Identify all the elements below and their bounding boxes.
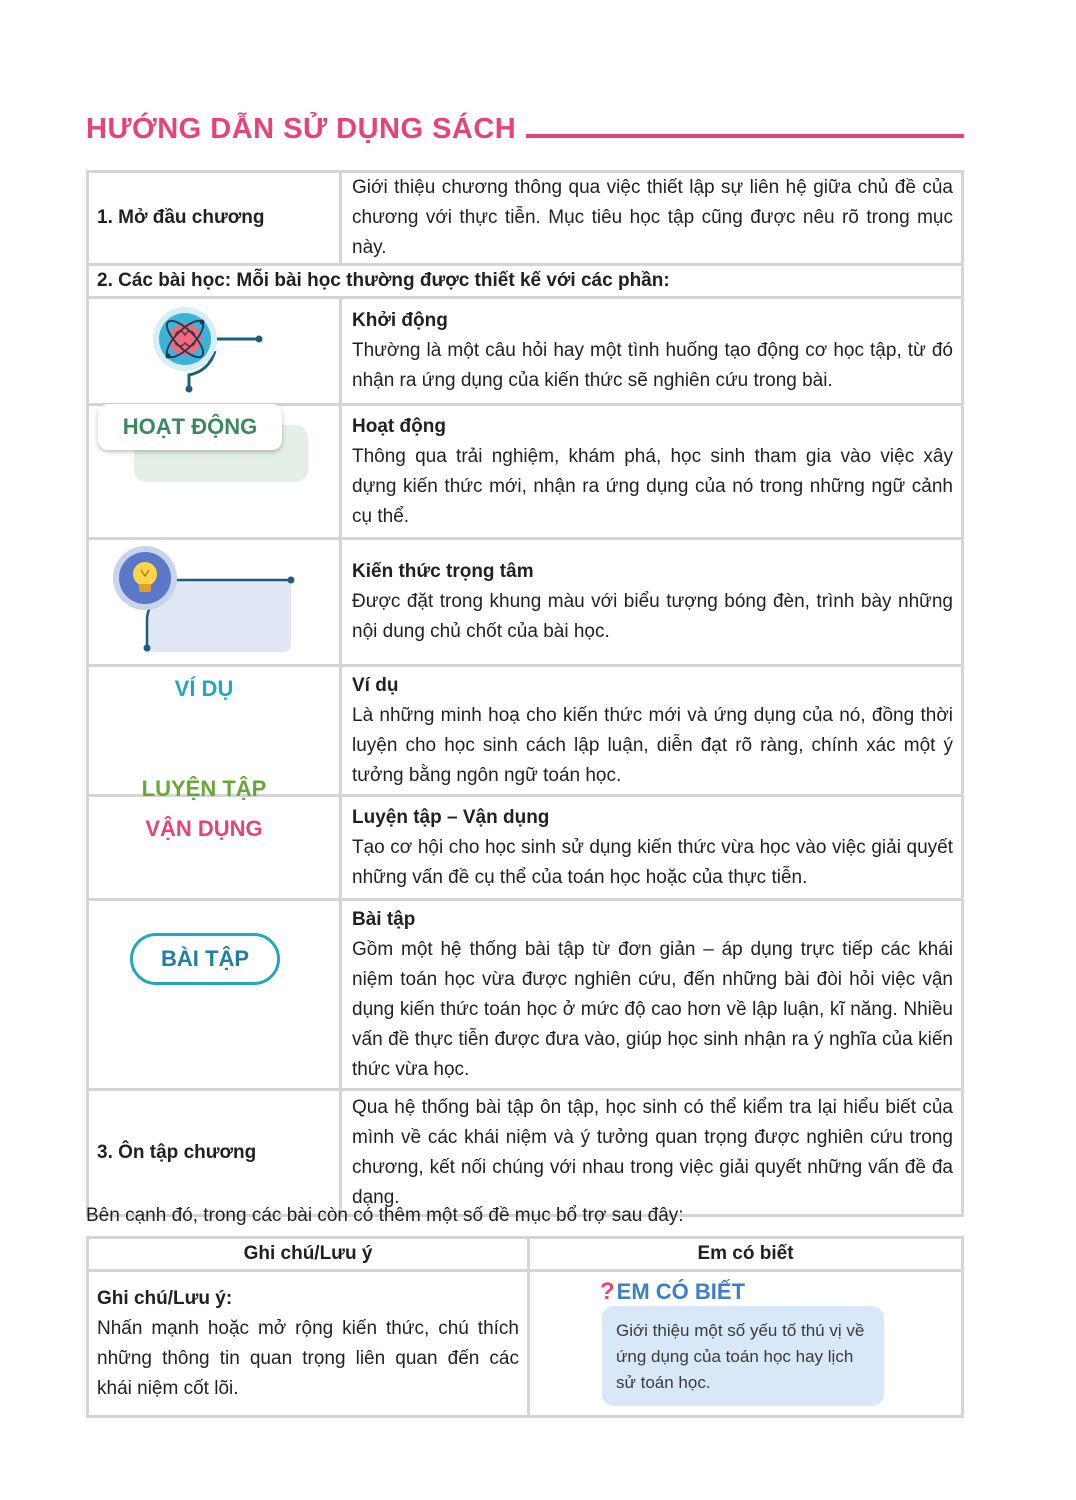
page-header bbox=[86, 106, 964, 146]
em-co-biet-box: Giới thiệu một số yếu tố thú vị về ứng dụng của toán học hay lịch sử toán học. bbox=[602, 1306, 884, 1406]
lightbulb-icon bbox=[89, 540, 323, 664]
row-lessons-heading bbox=[88, 265, 963, 298]
em-co-biet-label: EM CÓ BIẾT bbox=[616, 1279, 746, 1304]
title-underline bbox=[526, 134, 964, 138]
van-dung-badge: VẬN DỤNG bbox=[145, 816, 263, 841]
bai-tap-text: Gồm một hệ thống bài tập từ đơn giản – áp dụng trực tiếp các khái niệm toán học vừa được nghiên cứu, đến những bài đòi hỏi việc vận dụng kiến thức toán học ở mức độ cao hơn về lập luận, kĩ năng. Nhiều vấn đề thực tiễn được đưa vào, giúp học sinh nhận ra ý nghĩa của kiến thức vừa học. bbox=[352, 938, 953, 1080]
brain-atom-icon bbox=[89, 299, 323, 403]
vi-du-content bbox=[341, 666, 963, 796]
row-khoi-dong bbox=[88, 298, 963, 405]
intro-label-cell bbox=[88, 172, 341, 265]
luyen-tap-icon-cell bbox=[88, 796, 341, 900]
khoi-dong-text: Thường là một câu hỏi hay một tình huống tạo động cơ học tập, từ đó nhận ra ứng dụng của kiến thức sẽ nghiên cứu trong bài. bbox=[352, 340, 953, 391]
kien-thuc-heading: Kiến thức trọng tâm bbox=[352, 561, 534, 582]
row-bai-tap bbox=[88, 900, 963, 1090]
on-tap-label: 3. Ôn tập chương bbox=[97, 1141, 257, 1163]
hoat-dong-badge: HOẠT ĐỘNG bbox=[98, 404, 282, 450]
kien-thuc-text: Được đặt trong khung màu với biểu tượng bóng đèn, trình bày những nội dung chủ chốt của bài học. bbox=[352, 591, 953, 642]
bai-tap-icon-cell bbox=[88, 900, 341, 1090]
support-note: Bên cạnh đó, trong các bài còn có thêm một số đề mục bổ trợ sau đây: bbox=[86, 1205, 684, 1226]
khoi-dong-icon-cell bbox=[88, 298, 341, 405]
hoat-dong-content bbox=[341, 405, 963, 539]
lessons-heading bbox=[88, 265, 963, 298]
row-kien-thuc bbox=[88, 539, 963, 666]
ghichu-col-header: Ghi chú/Lưu ý bbox=[88, 1238, 529, 1271]
ghichu-text: Nhấn mạnh hoặc mở rộng kiến thức, chú thích những thông tin quan trọng liên quan đến các khái niệm cốt lõi. bbox=[97, 1317, 519, 1399]
on-tap-text: Qua hệ thống bài tập ôn tập, học sinh có thể kiểm tra lại hiểu biết của mình về các khái niệm và ý tưởng quan trọng được nghiên cứu trong chương, kết nối chúng với nhau trong việc giải quyết những vấn đề đa dạng. bbox=[341, 1090, 963, 1216]
intro-label: 1. Mở đầu chương bbox=[97, 207, 265, 228]
khoi-dong-heading: Khởi động bbox=[352, 310, 448, 331]
bai-tap-heading: Bài tập bbox=[352, 908, 416, 930]
luyen-tap-text: Tạo cơ hội cho học sinh sử dụng kiến thức vừa học vào việc giải quyết những vấn đề cụ thể của toán học hoặc của thực tiễn. bbox=[352, 836, 953, 888]
vi-du-heading: Ví dụ bbox=[352, 674, 399, 696]
em-co-biet-title bbox=[600, 1278, 745, 1306]
page-title: HƯỚNG DẪN SỬ DỤNG SÁCH bbox=[86, 113, 517, 145]
row-luyen-tap bbox=[88, 796, 963, 900]
bai-tap-content bbox=[341, 900, 963, 1090]
ghichu-heading: Ghi chú/Lưu ý: bbox=[97, 1287, 233, 1309]
ghichu-cell bbox=[88, 1271, 529, 1417]
hoat-dong-heading: Hoạt động bbox=[352, 415, 446, 437]
hoat-dong-text: Thông qua trải nghiệm, khám phá, học sinh tham gia vào việc xây dựng kiến thức mới, nhận ra ứng dụng của nó trong những ngữ cảnh cụ thể. bbox=[352, 445, 953, 527]
kien-thuc-content bbox=[341, 539, 963, 666]
kien-thuc-icon-cell bbox=[88, 539, 341, 666]
vi-du-text: Là những minh hoạ cho kiến thức mới và ứng dụng của nó, đồng thời luyện cho học sinh cách lập luận, diễn đạt rõ ràng, chính xác một ý tưởng bằng ngôn ngữ toán học. bbox=[352, 704, 953, 786]
luyen-tap-content bbox=[341, 796, 963, 900]
bai-tap-badge: BÀI TẬP bbox=[130, 933, 280, 985]
intro-text: Giới thiệu chương thông qua việc thiết lập sự liên hệ giữa chủ đề của chương với thực tiễn. Mục tiêu học tập cũng được nêu rõ trong mục này. bbox=[341, 172, 963, 265]
question-mark-icon: ? bbox=[600, 1278, 615, 1305]
lessons-heading-text: 2. Các bài học: Mỗi bài học thường được thiết kế với các phần: bbox=[97, 270, 670, 291]
support-header-row bbox=[88, 1238, 963, 1271]
luyen-tap-heading: Luyện tập – Vận dụng bbox=[352, 806, 550, 828]
row-on-tap bbox=[88, 1090, 963, 1216]
luyen-tap-badge: LUYỆN TẬP bbox=[141, 776, 267, 801]
on-tap-label-cell bbox=[88, 1090, 341, 1216]
ecb-col-header: Em có biết bbox=[529, 1238, 963, 1271]
row-intro bbox=[88, 172, 963, 265]
vi-du-badge: VÍ DỤ bbox=[174, 676, 234, 701]
khoi-dong-content bbox=[341, 298, 963, 405]
